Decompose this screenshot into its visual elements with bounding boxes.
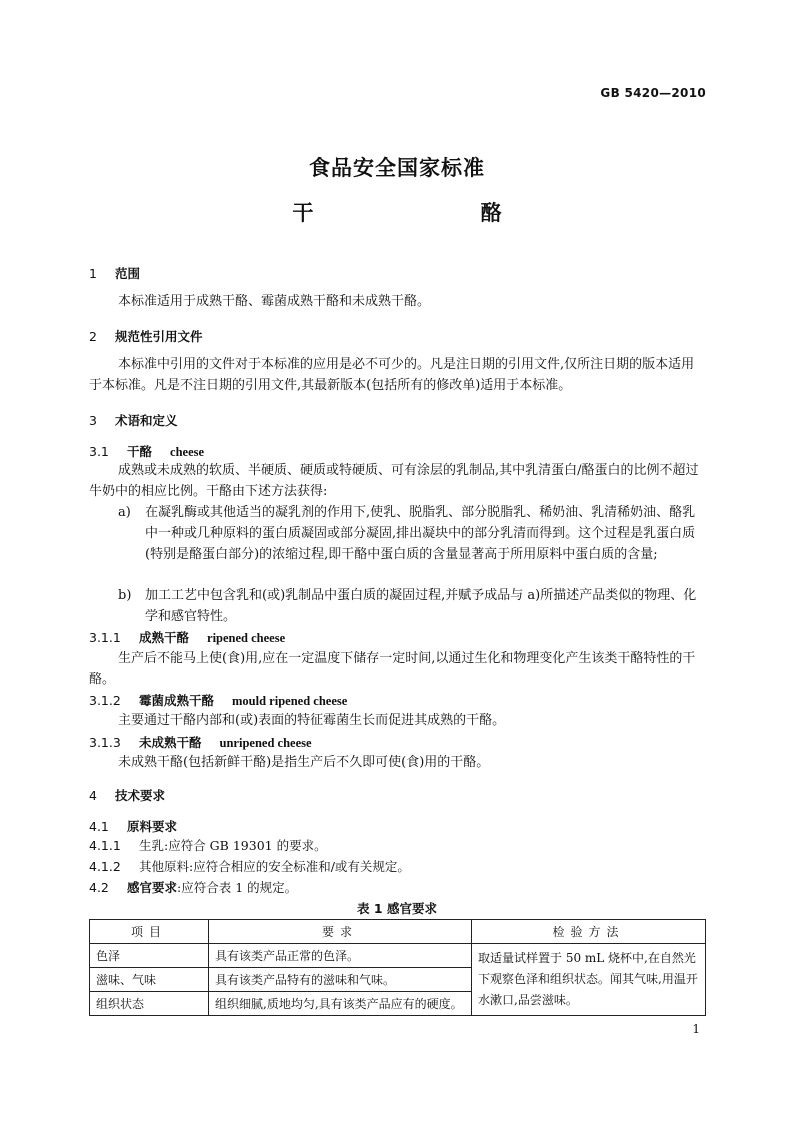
cell-item: 组织状态 [90,992,209,1016]
section-3-1-heading [89,442,204,460]
section-number: 3 [89,413,97,428]
subsection-number: 3.1.1 [89,630,121,645]
subsection-title: 原料要求 [127,819,178,834]
term-zh: 未成熟干酪 [139,735,202,750]
table-caption: 表 1 感官要求 [357,901,437,916]
section-3-1-3-text: 未成熟干酪(包括新鲜干酪)是指生产后不久即可使(食)用的干酪。 [118,755,490,770]
subsection-number: 4.1 [89,819,109,834]
subsection-text: 生乳:应符合 GB 19301 的要求。 [139,838,327,853]
column-header-method: 检验方法 [472,920,706,944]
item-marker: b) [118,588,132,603]
subsection-text: 其他原料:应符合相应的安全标准和/或有关规定。 [139,859,410,874]
section-number: 1 [89,266,97,281]
page-number: 1 [692,1022,700,1036]
section-3-1-1-text: 生产后不能马上使(食)用,应在一定温度下储存一定时间,以通过生化和物理变化产生该类干酪特性的干酪。 [89,651,696,687]
section-1-heading [89,264,140,282]
subsection-text: :应符合表 1 的规定。 [177,880,298,895]
section-4-1-heading [89,817,177,835]
section-4-1-2 [89,857,410,875]
cell-requirement: 组织细腻,质地均匀,具有该类产品应有的硬度。 [209,992,472,1016]
subsection-number: 3.1.3 [89,735,121,750]
section-2-text: 本标准中引用的文件对于本标准的应用是必不可少的。凡是注日期的引用文件,仅所注日期的版本适用于本标准。凡是不注日期的引用文件,其最新版本(包括所有的修改单)适用于本标准。 [89,357,695,393]
table-header-row [90,920,706,944]
section-title: 技术要求 [115,788,166,803]
term-en: unripened cheese [219,736,312,750]
item-marker: a) [118,505,131,520]
term-en: cheese [170,445,205,459]
document-title: 食品安全国家标准 [309,156,485,180]
term-zh: 霉菌成熟干酪 [139,693,215,708]
section-3-1-1-heading [89,628,285,646]
definition-item-a [118,502,706,565]
section-3-1-2-heading [89,691,347,709]
document-subtitle: 干 酪 [292,201,582,225]
section-4-heading [89,786,165,804]
term-zh: 成熟干酪 [139,630,190,645]
item-text: 加工工艺中包含乳和(或)乳制品中蛋白质的凝固过程,并赋予成品与 a)所描述产品类似的物理、化学和感官特性。 [145,588,697,624]
standard-number: GB 5420—2010 [600,86,706,100]
cell-item: 色泽 [90,944,209,968]
subsection-number: 4.1.1 [89,838,121,853]
term-zh: 干酪 [127,444,153,459]
column-header-item: 项目 [90,920,209,944]
section-3-1-3-heading [89,733,312,751]
cell-requirement: 具有该类产品特有的滋味和气味。 [209,968,472,992]
section-3-heading [89,411,178,429]
term-en: mould ripened cheese [232,694,348,708]
cell-requirement: 具有该类产品正常的色泽。 [209,944,472,968]
section-number: 4 [89,788,97,803]
section-title: 术语和定义 [115,413,178,428]
definition-item-b [118,585,706,627]
section-4-1-1 [89,836,327,854]
table-row [90,944,706,968]
column-header-requirement: 要求 [209,920,472,944]
subsection-number: 3.1.2 [89,693,121,708]
item-text: 在凝乳酶或其他适当的凝乳剂的作用下,使乳、脱脂乳、部分脱脂乳、稀奶油、乳清稀奶油、酪乳中一种或几种原料的蛋白质凝固或部分凝固,排出凝块中的部分乳清而得到。这个过程是乳蛋白质(特别是酪蛋白部分)的浓缩过程,即干酪中蛋白质的含量显著高于所用原料中蛋白质的含量; [145,505,696,562]
cell-method: 取适量试样置于 50 mL 烧杯中,在自然光下观察色泽和组织状态。闻其气味,用温开水漱口,品尝滋味。 [472,944,706,1016]
section-4-2 [89,878,297,896]
subsection-title: 感官要求 [127,880,178,895]
section-3-1-2-text: 主要通过干酪内部和(或)表面的特征霉菌生长而促进其成熟的干酪。 [118,713,506,728]
section-2-heading [89,327,203,345]
section-3-1-text: 成熟或未成熟的软质、半硬质、硬质或特硬质、可有涂层的乳制品,其中乳清蛋白/酪蛋白的比例不超过牛奶中的相应比例。干酪由下述方法获得: [89,463,699,499]
subsection-number: 4.2 [89,880,109,895]
section-title: 规范性引用文件 [115,329,203,344]
subsection-number: 4.1.2 [89,859,121,874]
cell-item: 滋味、气味 [90,968,209,992]
subsection-number: 3.1 [89,444,109,459]
term-en: ripened cheese [207,631,286,645]
section-number: 2 [89,329,97,344]
section-title: 范围 [115,266,141,281]
section-1-text: 本标准适用于成熟干酪、霉菌成熟干酪和未成熟干酪。 [118,294,431,309]
sensory-requirements-table [89,919,706,1016]
